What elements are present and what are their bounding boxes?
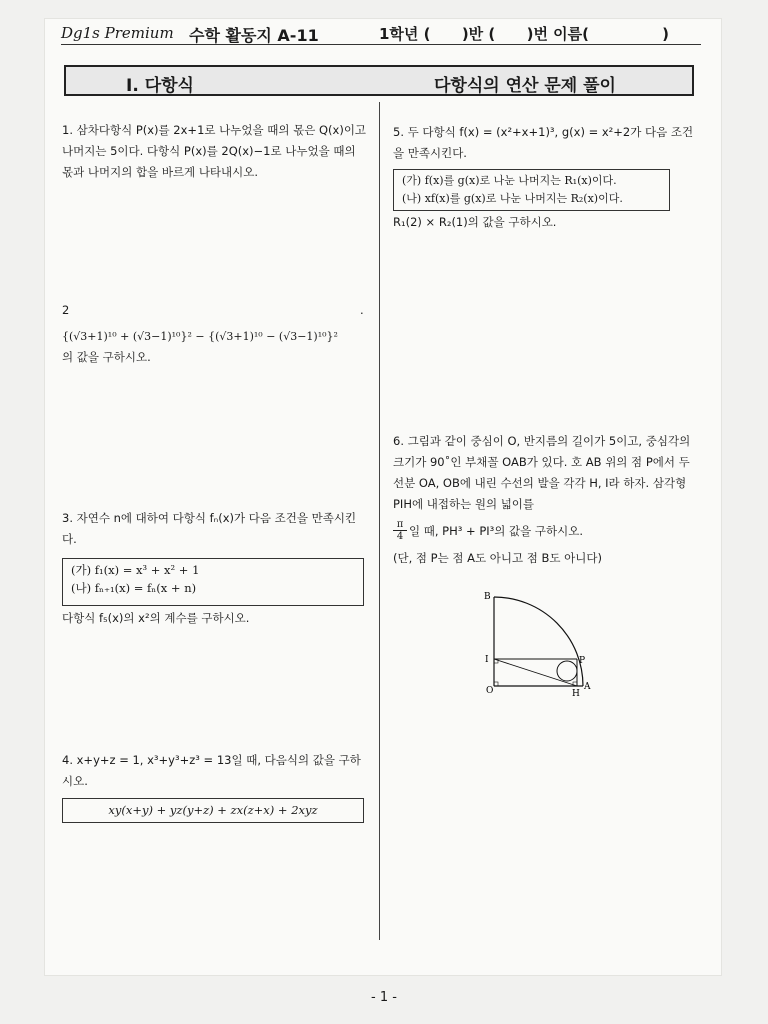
question-3-conditions [62,558,364,606]
brand: Dg1s Premium [61,24,174,42]
question-5-tail: R₁(2) × R₂(1)의 값을 구하시오. [393,215,557,229]
question-5-condition-1: (가) f(x)를 g(x)로 나눈 나머지는 R₁(x)이다. [402,174,617,187]
fraction-numerator: π [393,519,407,531]
worksheet-title: 수학 활동지 A-11 [189,26,319,45]
question-6: 6. 그림과 같이 중심이 O, 반지름의 길이가 5이고, 중심각의 크기가 90˚인 부채꼴 OAB가 있다. 호 AB 위의 점 P에서 두 선분 OA, OB에 내린 수선의 발을 각각 H, I라 하자. 삼각형 PIH에 내접하는 원의 넓이를 [393,434,691,511]
question-6-note: (단, 점 P는 점 A도 아니고 점 B도 아니다) [393,551,602,565]
question-3-tail: 다항식 f₅(x)의 x²의 계수를 구하시오. [62,611,250,625]
question-6-fraction [393,519,407,542]
question-4: 4. x+y+z = 1, x³+y³+z³ = 13일 때, 다음식의 값을 구하시오. [62,753,361,788]
label-b: B [484,592,491,602]
incircle [557,661,577,681]
arc-ab [494,597,586,686]
student-info: 1학년 ( )반 ( )번 이름( ) [379,25,669,43]
question-3: 3. 자연수 n에 대하여 다항식 fₙ(x)가 다음 조건을 만족시킨다. [62,511,357,546]
header-underline [61,44,701,45]
section-title: I. 다항식 [126,76,194,96]
question-4-expression: xy(x+y) + yz(y+z) + zx(z+x) + 2xyz [62,798,364,823]
question-2-text: 의 값을 구하시오. [62,350,151,364]
sector-figure [480,585,600,700]
question-5-condition-2: (나) xf(x)를 g(x)로 나눈 나머지는 R₂(x)이다. [402,192,623,205]
question-2-expression: {(√3+1)¹⁰ + (√3−1)¹⁰}² − {(√3+1)¹⁰ − (√3−1)¹⁰}² [62,330,338,343]
question-5: 5. 두 다항식 f(x) = (x²+x+1)³, g(x) = x²+2가 다음 조건을 만족시킨다. [393,125,694,160]
label-a: A [584,682,591,692]
label-o: O [486,686,494,696]
label-h: H [572,689,580,699]
section-subtitle: 다항식의 연산 문제 풀이 [434,76,616,96]
question-5-conditions [393,169,670,211]
question-1: 1. 삼차다항식 P(x)를 2x+1로 나누었을 때의 몫은 Q(x)이고 나머지는 5이다. 다항식 P(x)를 2Q(x)−1로 나누었을 때의 몫과 나머지의 합을 바르게 나타내시오. [62,123,367,179]
question-3-condition-1: (가) f₁(x) = x³ + x² + 1 [71,563,200,577]
header [61,22,701,46]
fraction-denominator: 4 [396,531,404,542]
page-number: - 1 - [371,990,397,1005]
question-3-condition-2: (나) fₙ₊₁(x) = fₙ(x + n) [71,581,197,595]
label-p: P [579,656,586,666]
column-divider [379,102,380,940]
label-i: I [485,655,489,665]
question-2-number: 2 [62,303,70,317]
section-banner [64,65,694,96]
question-2-dot: . [360,303,364,317]
question-6-line-2: 일 때, PH³ + PI³의 값을 구하시오. [409,524,583,538]
segment-ih [494,659,577,686]
